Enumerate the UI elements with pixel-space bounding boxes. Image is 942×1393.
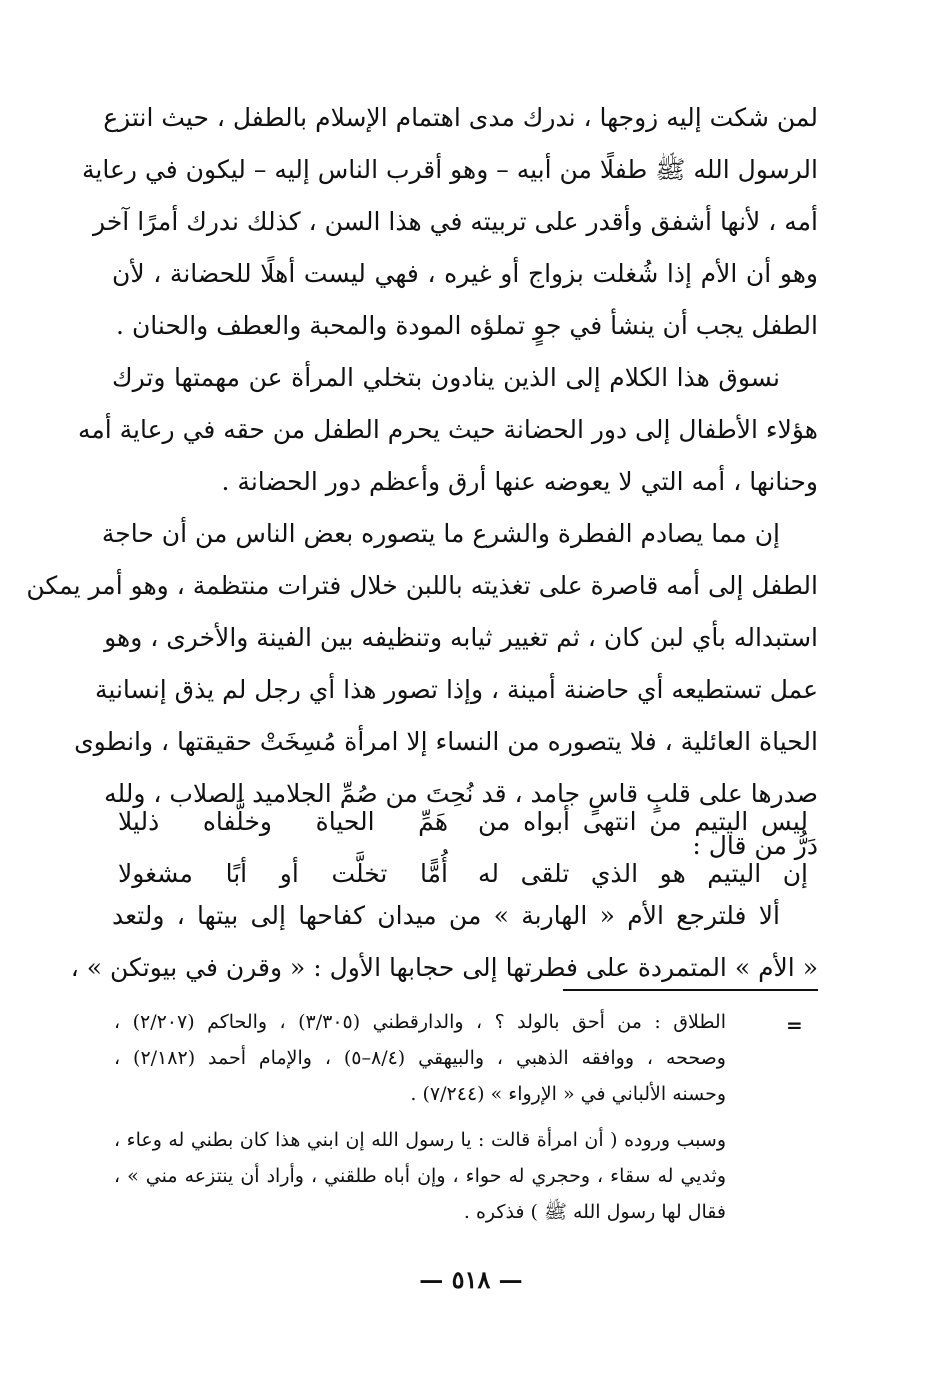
text-line: عمل تستطيعه أي حاضنة أمينة ، وإذا تصور هذا أي رجل لم يذق إنسانية bbox=[95, 675, 818, 704]
text-line: دَرُّ من قال : bbox=[692, 831, 818, 860]
text-line: استبداله بأي لبن كان ، ثم تغيير ثيابه وتنظيفه بين الفينة والأخرى ، وهو bbox=[104, 623, 818, 652]
text-line: هؤلاء الأطفال إلى دور الحضانة حيث يحرم الطفل من حقه في رعاية أمه bbox=[77, 415, 818, 444]
footnote-line: الطلاق : من أحق بالولد ؟ ، والدارقطني (٣/٣٠٥) ، والحاكم (٢/٢٠٧) ، bbox=[114, 1011, 726, 1033]
paragraph-2 bbox=[77, 352, 818, 508]
text-line: وحنانها ، أمه التي لا يعوضه عنها أرق وأعظم دور الحضانة . bbox=[221, 467, 818, 496]
footnote-line: وثديي له سقاء ، وحجري له حواء ، وإن أباه طلقني ، وأراد أن ينتزعه مني » ، bbox=[114, 1165, 726, 1187]
footnote-block bbox=[114, 1004, 726, 1112]
paragraph-1 bbox=[82, 92, 818, 352]
text-line: إن مما يصادم الفطرة والشرع ما يتصوره بعض الناس من أن حاجة bbox=[101, 519, 780, 548]
footnote-line: وسبب وروده ( أن امرأة قالت : يا رسول الله إن ابني هذا كان بطني له وعاء ، bbox=[114, 1129, 726, 1151]
footnote-line: فقال لها رسول الله ﷺ ) فذكره . bbox=[463, 1201, 726, 1223]
poem bbox=[118, 796, 808, 900]
text-line: الرسول الله ﷺ طفلًا من أبيه – وهو أقرب الناس إليه – ليكون في رعاية bbox=[82, 155, 818, 184]
text-line: الحياة العائلية ، فلا يتصوره من النساء إلا امرأة مُسِخَتْ حقيقتها ، وانطوى bbox=[74, 727, 818, 756]
footnote-block bbox=[114, 1122, 726, 1230]
closing-paragraph bbox=[70, 890, 818, 994]
footnote-line: وصححه ، ووافقه الذهبي ، والبيهقي (٨/٤–٥) ، والإمام أحمد (٢/١٨٢) ، bbox=[114, 1047, 726, 1069]
text-line: نسوق هذا الكلام إلى الذين ينادون بتخلي المرأة عن مهمتها وترك bbox=[112, 363, 780, 392]
text-line: الطفل إلى أمه قاصرة على تغذيته باللبن خلال فترات منتظمة ، وهو أمر يمكن bbox=[26, 571, 818, 600]
text-line: لمن شكت إليه زوجها ، ندرك مدى اهتمام الإسلام بالطفل ، حيث انتزع bbox=[103, 103, 818, 132]
text-line: أمه ، لأنها أشفق وأقدر على تربيته في هذا السن ، كذلك ندرك أمرًا آخر bbox=[93, 207, 818, 236]
text-line: الطفل يجب أن ينشأ في جوٍ تملؤه المودة والمحبة والعطف والحنان . bbox=[116, 311, 818, 340]
footnote-continuation-marker: = bbox=[786, 1013, 803, 1037]
verse-first-hemistich: ليس اليتيم من انتهى أبواه من bbox=[478, 807, 808, 836]
verse-second-hemistich: أُمًّا تخلَّت أو أبًا مشغولا bbox=[118, 859, 448, 888]
footnote-gap bbox=[114, 1112, 726, 1122]
poem-verse bbox=[118, 796, 808, 848]
verse-second-hemistich: هَمِّ الحياة وخلَّفاه ذليلا bbox=[118, 807, 448, 836]
text-line: وهو أن الأم إذا شُغلت بزواج أو غيره ، فهي ليست أهلًا للحضانة ، لأن bbox=[112, 259, 818, 288]
text-line: « الأم » المتمردة على فطرتها إلى حجابها الأول : « وقرن في بيوتكن » ، bbox=[70, 953, 818, 982]
text-line: ألا فلترجع الأم « الهاربة » من ميدان كفاحها إلى بيتها ، ولتعد bbox=[112, 901, 780, 930]
page-number: — ٥١٨ — bbox=[419, 1265, 523, 1294]
main-text bbox=[26, 92, 818, 872]
text-line: صدرها على قلبٍ قاسٍ جامد ، قد نُحِتَ من صُمِّ الجلاميد الصلاب ، ولله bbox=[104, 779, 818, 808]
footnote-separator bbox=[563, 989, 818, 991]
verse-first-hemistich: إن اليتيم هو الذي تلقى له bbox=[478, 859, 808, 888]
footnotes bbox=[114, 1004, 726, 1230]
footnote-line: وحسنه الألباني في « الإرواء » (٧/٢٤٤) . bbox=[410, 1083, 726, 1105]
